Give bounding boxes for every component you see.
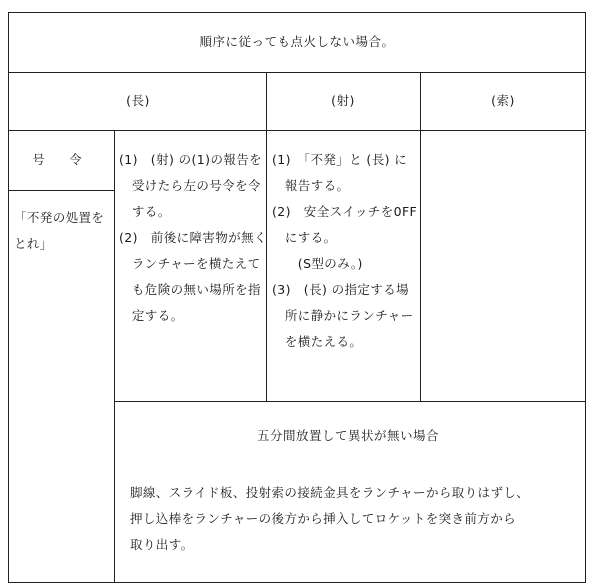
sha-line: (3) (長) の指定する場 — [272, 282, 410, 297]
chou-line: ランチャーを横たえて — [119, 256, 261, 271]
rule-gourei-label-bottom — [8, 190, 114, 191]
sha-line: にする。 — [272, 230, 337, 245]
gourei-command — [14, 205, 104, 257]
table-title: 順序に従っても点火しない場合。 — [199, 34, 395, 49]
sha-line: 報告する。 — [272, 178, 350, 193]
rule-top — [8, 12, 586, 13]
rule-title-bottom — [8, 72, 586, 73]
command-line: 「不発の処置を — [14, 210, 105, 225]
bottom-line: 押し込棒をランチャーの後方から挿入してロケットを突き前方から — [130, 511, 517, 526]
sha-line: を横たえる。 — [272, 334, 363, 349]
bottom-line: 取り出す。 — [130, 537, 194, 552]
chou-line: 定する。 — [119, 308, 184, 323]
header-saku: (索) — [491, 93, 515, 108]
chou-line: (1) (射) の(1)の報告を — [119, 152, 263, 167]
header-chou: (長) — [126, 93, 150, 108]
bottom-line: 脚線、スライド板、投射索の接続金具をランチャーから取りはずし、 — [130, 485, 530, 500]
sha-instructions — [272, 147, 417, 355]
rule-saku-left — [420, 72, 421, 402]
sha-line: (1) 「不発」と (長) に — [272, 152, 408, 167]
chou-line: も危険の無い場所を指 — [119, 282, 261, 297]
rule-right — [585, 12, 586, 583]
chou-line: (2) 前後に障害物が無く — [119, 230, 267, 245]
sha-line: (S型のみ。) — [272, 256, 363, 271]
chou-instructions — [119, 147, 267, 329]
gourei-label: 号 令 — [32, 152, 88, 167]
bottom-heading: 五分間放置して異状が無い場合 — [256, 428, 440, 443]
bottom-instructions — [130, 480, 529, 558]
rule-left — [8, 12, 9, 583]
rule-header-bottom — [8, 130, 586, 131]
chou-line: する。 — [119, 204, 171, 219]
command-line: とれ」 — [14, 236, 53, 251]
rule-gourei-divider — [114, 130, 115, 583]
chou-line: 受けたら左の号令を令 — [119, 178, 261, 193]
sha-line: 所に静かにランチャー — [272, 308, 414, 323]
header-sha: (射) — [331, 93, 355, 108]
rule-bottom — [8, 582, 586, 583]
sha-line: (2) 安全スイッチを0FF — [272, 204, 418, 219]
rule-bottom-section-top — [114, 401, 586, 402]
